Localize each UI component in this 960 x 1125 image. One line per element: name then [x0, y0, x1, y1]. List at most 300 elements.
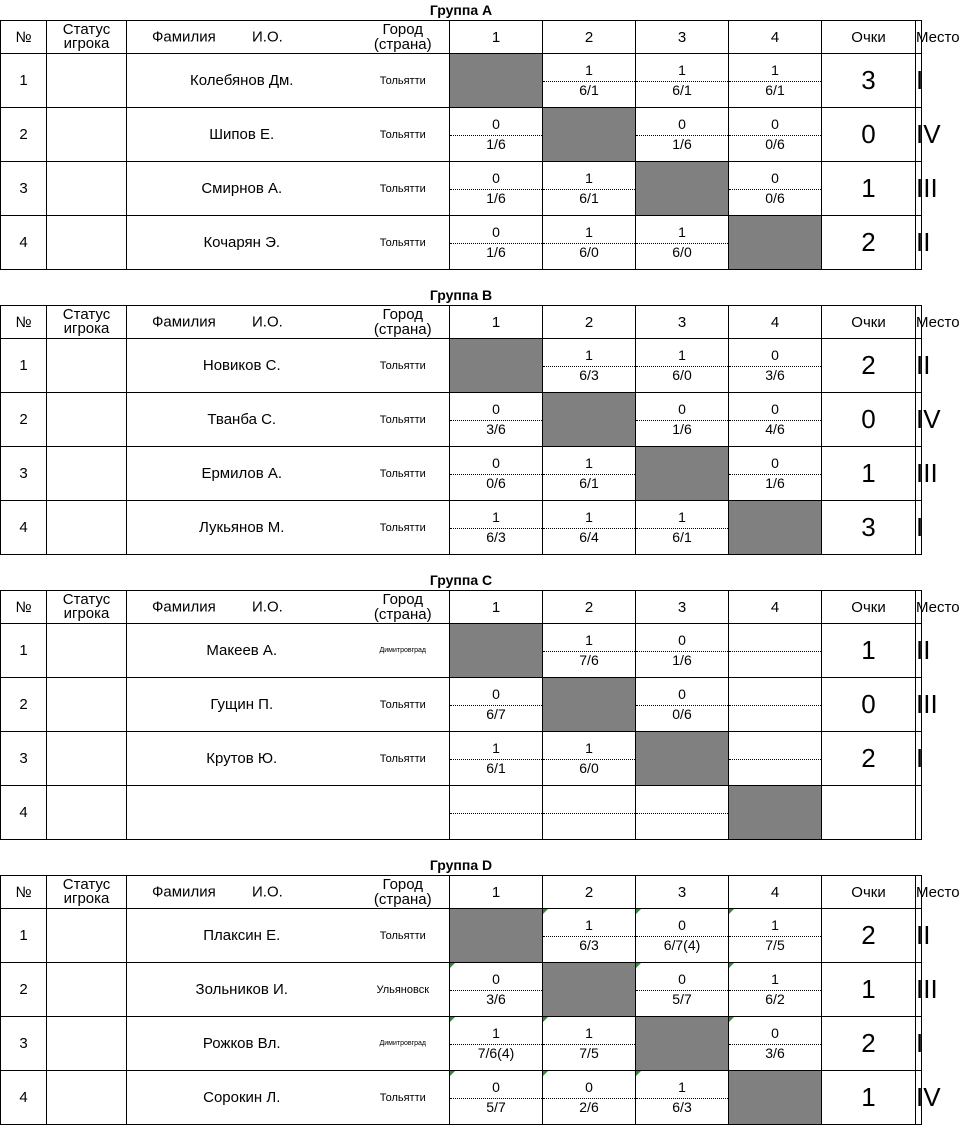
header-city: Город (страна): [357, 876, 450, 909]
player-points: 3: [822, 501, 916, 555]
header-initials: И.О.: [252, 28, 283, 46]
player-city: Ульяновск: [357, 963, 450, 1017]
self-match-cell: [543, 963, 636, 1017]
self-match-cell: [729, 786, 822, 840]
match-win-flag: 1: [543, 61, 635, 82]
table-row: [1, 501, 922, 555]
self-match-cell: [543, 108, 636, 162]
match-win-flag: 1: [450, 508, 542, 529]
match-score: 6/1: [672, 82, 692, 98]
match-result-cell: [636, 216, 729, 270]
group-table-1: [0, 0, 960, 270]
match-result-cell: [450, 216, 543, 270]
table-row: [1, 963, 922, 1017]
match-score: 1/6: [765, 475, 785, 491]
match-win-flag: [729, 685, 821, 706]
header-opponent-3: 3: [636, 591, 729, 624]
player-city: Тольятти: [357, 678, 450, 732]
match-result-cell: [729, 678, 822, 732]
header-place: Место: [916, 306, 922, 339]
player-status: [47, 963, 127, 1017]
header-surname: Фамилия: [152, 883, 216, 901]
player-city: Тольятти: [357, 162, 450, 216]
match-score: 2/6: [579, 1099, 599, 1115]
match-score: 6/0: [672, 367, 692, 383]
player-number: 1: [1, 54, 47, 108]
self-match-cell: [729, 216, 822, 270]
self-match-cell: [729, 501, 822, 555]
player-place: III: [916, 963, 922, 1017]
table-row: [1, 786, 922, 840]
header-city: Город (страна): [357, 591, 450, 624]
player-surname: [127, 786, 357, 840]
match-score: 1/6: [672, 652, 692, 668]
match-win-flag: 1: [636, 346, 728, 367]
player-points: 1: [822, 162, 916, 216]
self-match-cell: [450, 909, 543, 963]
match-score: 6/1: [579, 82, 599, 98]
player-number: 2: [1, 393, 47, 447]
player-status: [47, 108, 127, 162]
header-row: [1, 21, 922, 54]
player-surname: Сорокин Л.: [127, 1071, 357, 1125]
match-result-cell: [729, 447, 822, 501]
match-score: 1/6: [486, 190, 506, 206]
player-place: I: [916, 1017, 922, 1071]
match-win-flag: [450, 793, 542, 814]
header-num: №: [1, 591, 47, 624]
player-surname: Лукьянов М.: [127, 501, 357, 555]
match-score: 1/6: [672, 136, 692, 152]
match-win-flag: 0: [543, 1078, 635, 1099]
player-number: 4: [1, 786, 47, 840]
player-status: [47, 54, 127, 108]
match-score: 3/6: [765, 367, 785, 383]
header-opponent-2: 2: [543, 591, 636, 624]
player-surname: Ермилов А.: [127, 447, 357, 501]
match-score: 6/0: [672, 244, 692, 260]
match-result-cell: [543, 909, 636, 963]
match-win-flag: 1: [543, 346, 635, 367]
match-result-cell: [729, 162, 822, 216]
match-score: 1/6: [486, 244, 506, 260]
match-result-cell: [450, 963, 543, 1017]
player-points: 1: [822, 624, 916, 678]
match-result-cell: [543, 339, 636, 393]
match-result-cell: [729, 54, 822, 108]
table-row: [1, 108, 922, 162]
player-surname: Шипов Е.: [127, 108, 357, 162]
group-title: Группа D: [429, 857, 493, 873]
player-city: Тольятти: [357, 447, 450, 501]
match-win-flag: 0: [450, 1078, 542, 1099]
player-number: 1: [1, 339, 47, 393]
match-result-cell: [543, 1071, 636, 1125]
match-result-cell: [636, 54, 729, 108]
match-result-cell: [543, 447, 636, 501]
match-win-flag: 1: [450, 1024, 542, 1045]
player-status: [47, 162, 127, 216]
match-score: 6/3: [579, 367, 599, 383]
player-status: [47, 786, 127, 840]
match-score: 6/3: [579, 937, 599, 953]
self-match-cell: [636, 1017, 729, 1071]
group-table-4: [0, 855, 960, 1125]
player-points: 2: [822, 1017, 916, 1071]
match-win-flag: 0: [729, 454, 821, 475]
match-score: 0/6: [486, 475, 506, 491]
header-opponent-2: 2: [543, 876, 636, 909]
player-status: [47, 732, 127, 786]
player-status: [47, 1017, 127, 1071]
player-number: 2: [1, 108, 47, 162]
header-opponent-3: 3: [636, 21, 729, 54]
self-match-cell: [450, 624, 543, 678]
standings-table: [0, 875, 960, 1125]
match-score: 1/6: [672, 421, 692, 437]
match-score: 6/4: [579, 529, 599, 545]
table-row: [1, 339, 922, 393]
header-num: №: [1, 876, 47, 909]
player-city: Димитровград: [357, 1017, 450, 1071]
match-win-flag: 1: [636, 508, 728, 529]
player-place: I: [916, 732, 922, 786]
match-win-flag: 0: [729, 346, 821, 367]
player-points: 1: [822, 447, 916, 501]
player-number: 3: [1, 1017, 47, 1071]
match-result-cell: [450, 108, 543, 162]
table-row: [1, 1017, 922, 1071]
match-result-cell: [450, 732, 543, 786]
player-points: [822, 786, 916, 840]
player-city: Тольятти: [357, 339, 450, 393]
player-number: 3: [1, 447, 47, 501]
player-place: II: [916, 624, 922, 678]
player-number: 4: [1, 216, 47, 270]
player-number: 1: [1, 909, 47, 963]
group-title: Группа В: [429, 287, 493, 303]
header-status: Статус игрока: [47, 21, 127, 54]
match-win-flag: 1: [636, 1078, 728, 1099]
match-win-flag: 1: [543, 916, 635, 937]
match-win-flag: 0: [636, 631, 728, 652]
match-result-cell: [450, 1017, 543, 1071]
table-row: [1, 393, 922, 447]
match-score: 6/7(4): [663, 937, 701, 953]
player-city: Тольятти: [357, 501, 450, 555]
table-row: [1, 447, 922, 501]
player-place: I: [916, 501, 922, 555]
player-number: 3: [1, 162, 47, 216]
match-result-cell: [450, 1071, 543, 1125]
match-win-flag: 0: [636, 970, 728, 991]
match-win-flag: 1: [543, 169, 635, 190]
match-win-flag: 1: [636, 223, 728, 244]
match-score: 6/1: [765, 82, 785, 98]
match-result-cell: [729, 732, 822, 786]
table-row: [1, 216, 922, 270]
table-row: [1, 678, 922, 732]
match-win-flag: [543, 793, 635, 814]
match-score: 6/1: [579, 190, 599, 206]
self-match-cell: [543, 678, 636, 732]
header-city: Город (страна): [357, 21, 450, 54]
match-win-flag: [636, 793, 728, 814]
player-status: [47, 501, 127, 555]
group-title: Группа А: [429, 2, 493, 18]
player-city: Тольятти: [357, 393, 450, 447]
match-result-cell: [543, 216, 636, 270]
player-place: [916, 786, 922, 840]
player-points: 0: [822, 678, 916, 732]
header-opponent-1: 1: [450, 21, 543, 54]
match-score: 0/6: [765, 190, 785, 206]
match-win-flag: 1: [729, 970, 821, 991]
match-result-cell: [729, 393, 822, 447]
standings-table: [0, 20, 960, 270]
self-match-cell: [636, 162, 729, 216]
standings-table: [0, 590, 960, 840]
table-row: [1, 54, 922, 108]
match-result-cell: [543, 1017, 636, 1071]
header-points: Очки: [822, 306, 916, 339]
player-status: [47, 393, 127, 447]
header-opponent-4: 4: [729, 306, 822, 339]
match-win-flag: 1: [543, 1024, 635, 1045]
group-title: Группа С: [429, 572, 493, 588]
match-score: 3/6: [486, 991, 506, 1007]
player-number: 2: [1, 963, 47, 1017]
match-result-cell: [636, 339, 729, 393]
match-win-flag: 0: [729, 115, 821, 136]
match-result-cell: [729, 1017, 822, 1071]
header-opponent-1: 1: [450, 876, 543, 909]
match-result-cell: [543, 162, 636, 216]
self-match-cell: [636, 732, 729, 786]
self-match-cell: [636, 447, 729, 501]
match-win-flag: 1: [729, 916, 821, 937]
match-win-flag: 0: [450, 454, 542, 475]
player-place: IV: [916, 108, 922, 162]
match-win-flag: 1: [543, 223, 635, 244]
player-place: III: [916, 162, 922, 216]
player-status: [47, 1071, 127, 1125]
header-row: [1, 591, 922, 624]
match-win-flag: 1: [450, 739, 542, 760]
player-place: I: [916, 54, 922, 108]
match-win-flag: 0: [729, 1024, 821, 1045]
player-city: Тольятти: [357, 54, 450, 108]
player-points: 2: [822, 339, 916, 393]
header-surname-initials: [127, 306, 357, 339]
player-surname: Смирнов А.: [127, 162, 357, 216]
player-city: Тольятти: [357, 216, 450, 270]
player-points: 0: [822, 393, 916, 447]
match-result-cell: [729, 963, 822, 1017]
header-place: Место: [916, 591, 922, 624]
player-points: 0: [822, 108, 916, 162]
player-points: 1: [822, 1071, 916, 1125]
header-row: [1, 876, 922, 909]
player-points: 3: [822, 54, 916, 108]
match-win-flag: 0: [450, 169, 542, 190]
match-score: 6/0: [579, 244, 599, 260]
match-result-cell: [543, 54, 636, 108]
header-num: №: [1, 21, 47, 54]
header-opponent-1: 1: [450, 591, 543, 624]
match-score: 5/7: [672, 991, 692, 1007]
self-match-cell: [450, 339, 543, 393]
match-result-cell: [543, 732, 636, 786]
match-score: 0/6: [765, 136, 785, 152]
player-surname: Плаксин Е.: [127, 909, 357, 963]
player-surname: Рожков Вл.: [127, 1017, 357, 1071]
match-result-cell: [636, 393, 729, 447]
player-place: III: [916, 678, 922, 732]
player-status: [47, 447, 127, 501]
standings-table: [0, 305, 960, 555]
player-status: [47, 909, 127, 963]
match-win-flag: 0: [450, 685, 542, 706]
player-number: 4: [1, 1071, 47, 1125]
header-surname-initials: [127, 21, 357, 54]
match-win-flag: 0: [636, 115, 728, 136]
match-win-flag: 0: [450, 223, 542, 244]
player-surname: Макеев А.: [127, 624, 357, 678]
table-row: [1, 732, 922, 786]
match-win-flag: 1: [636, 61, 728, 82]
match-score: 6/3: [672, 1099, 692, 1115]
header-status: Статус игрока: [47, 591, 127, 624]
match-win-flag: 1: [543, 739, 635, 760]
player-surname: Тванба С.: [127, 393, 357, 447]
match-win-flag: 0: [636, 916, 728, 937]
header-points: Очки: [822, 876, 916, 909]
player-city: Тольятти: [357, 732, 450, 786]
player-number: 4: [1, 501, 47, 555]
match-result-cell: [636, 909, 729, 963]
header-surname-initials: [127, 876, 357, 909]
match-result-cell: [636, 963, 729, 1017]
header-opponent-4: 4: [729, 21, 822, 54]
group-table-3: [0, 570, 960, 840]
header-opponent-1: 1: [450, 306, 543, 339]
header-points: Очки: [822, 21, 916, 54]
match-result-cell: [543, 786, 636, 840]
player-city: Тольятти: [357, 909, 450, 963]
header-opponent-3: 3: [636, 876, 729, 909]
match-score: 6/3: [486, 529, 506, 545]
match-result-cell: [729, 339, 822, 393]
match-score: 6/1: [579, 475, 599, 491]
self-match-cell: [729, 1071, 822, 1125]
player-status: [47, 624, 127, 678]
match-score: 3/6: [765, 1045, 785, 1061]
match-score: 6/2: [765, 991, 785, 1007]
player-city: Тольятти: [357, 108, 450, 162]
player-number: 3: [1, 732, 47, 786]
header-surname-initials: [127, 591, 357, 624]
header-row: [1, 306, 922, 339]
self-match-cell: [450, 54, 543, 108]
match-score: 6/7: [486, 706, 506, 722]
match-result-cell: [450, 162, 543, 216]
match-score: 6/1: [486, 760, 506, 776]
table-row: [1, 624, 922, 678]
match-result-cell: [729, 108, 822, 162]
table-row: [1, 909, 922, 963]
match-win-flag: 0: [636, 685, 728, 706]
match-result-cell: [450, 447, 543, 501]
match-result-cell: [729, 624, 822, 678]
match-result-cell: [543, 624, 636, 678]
match-win-flag: 0: [636, 400, 728, 421]
header-num: №: [1, 306, 47, 339]
player-points: 2: [822, 216, 916, 270]
player-surname: Кочарян Э.: [127, 216, 357, 270]
match-win-flag: 1: [543, 454, 635, 475]
match-score: 3/6: [486, 421, 506, 437]
player-surname: Зольников И.: [127, 963, 357, 1017]
player-status: [47, 216, 127, 270]
match-result-cell: [636, 1071, 729, 1125]
match-result-cell: [450, 501, 543, 555]
player-points: 2: [822, 909, 916, 963]
match-result-cell: [543, 501, 636, 555]
header-initials: И.О.: [252, 313, 283, 331]
match-result-cell: [636, 786, 729, 840]
match-score: 6/0: [579, 760, 599, 776]
match-score: 4/6: [765, 421, 785, 437]
match-result-cell: [450, 393, 543, 447]
match-win-flag: 1: [543, 508, 635, 529]
player-status: [47, 678, 127, 732]
match-win-flag: 0: [729, 169, 821, 190]
player-surname: Колебянов Дм.: [127, 54, 357, 108]
match-result-cell: [636, 624, 729, 678]
match-win-flag: 0: [729, 400, 821, 421]
match-result-cell: [729, 909, 822, 963]
player-city: Тольятти: [357, 1071, 450, 1125]
match-win-flag: [729, 739, 821, 760]
header-opponent-3: 3: [636, 306, 729, 339]
match-result-cell: [450, 678, 543, 732]
header-place: Место: [916, 21, 922, 54]
match-win-flag: 0: [450, 400, 542, 421]
match-result-cell: [450, 786, 543, 840]
player-surname: Гущин П.: [127, 678, 357, 732]
header-initials: И.О.: [252, 598, 283, 616]
match-result-cell: [636, 678, 729, 732]
group-table-2: [0, 285, 960, 555]
match-result-cell: [636, 108, 729, 162]
match-score: 0/6: [672, 706, 692, 722]
match-score: 7/5: [765, 937, 785, 953]
player-place: IV: [916, 1071, 922, 1125]
match-result-cell: [636, 501, 729, 555]
table-row: [1, 1071, 922, 1125]
header-opponent-2: 2: [543, 306, 636, 339]
player-number: 1: [1, 624, 47, 678]
match-score: 1/6: [486, 136, 506, 152]
match-win-flag: 1: [543, 631, 635, 652]
match-score: 7/5: [579, 1045, 599, 1061]
player-points: 1: [822, 963, 916, 1017]
header-surname: Фамилия: [152, 598, 216, 616]
player-place: II: [916, 339, 922, 393]
player-number: 2: [1, 678, 47, 732]
match-win-flag: [729, 631, 821, 652]
